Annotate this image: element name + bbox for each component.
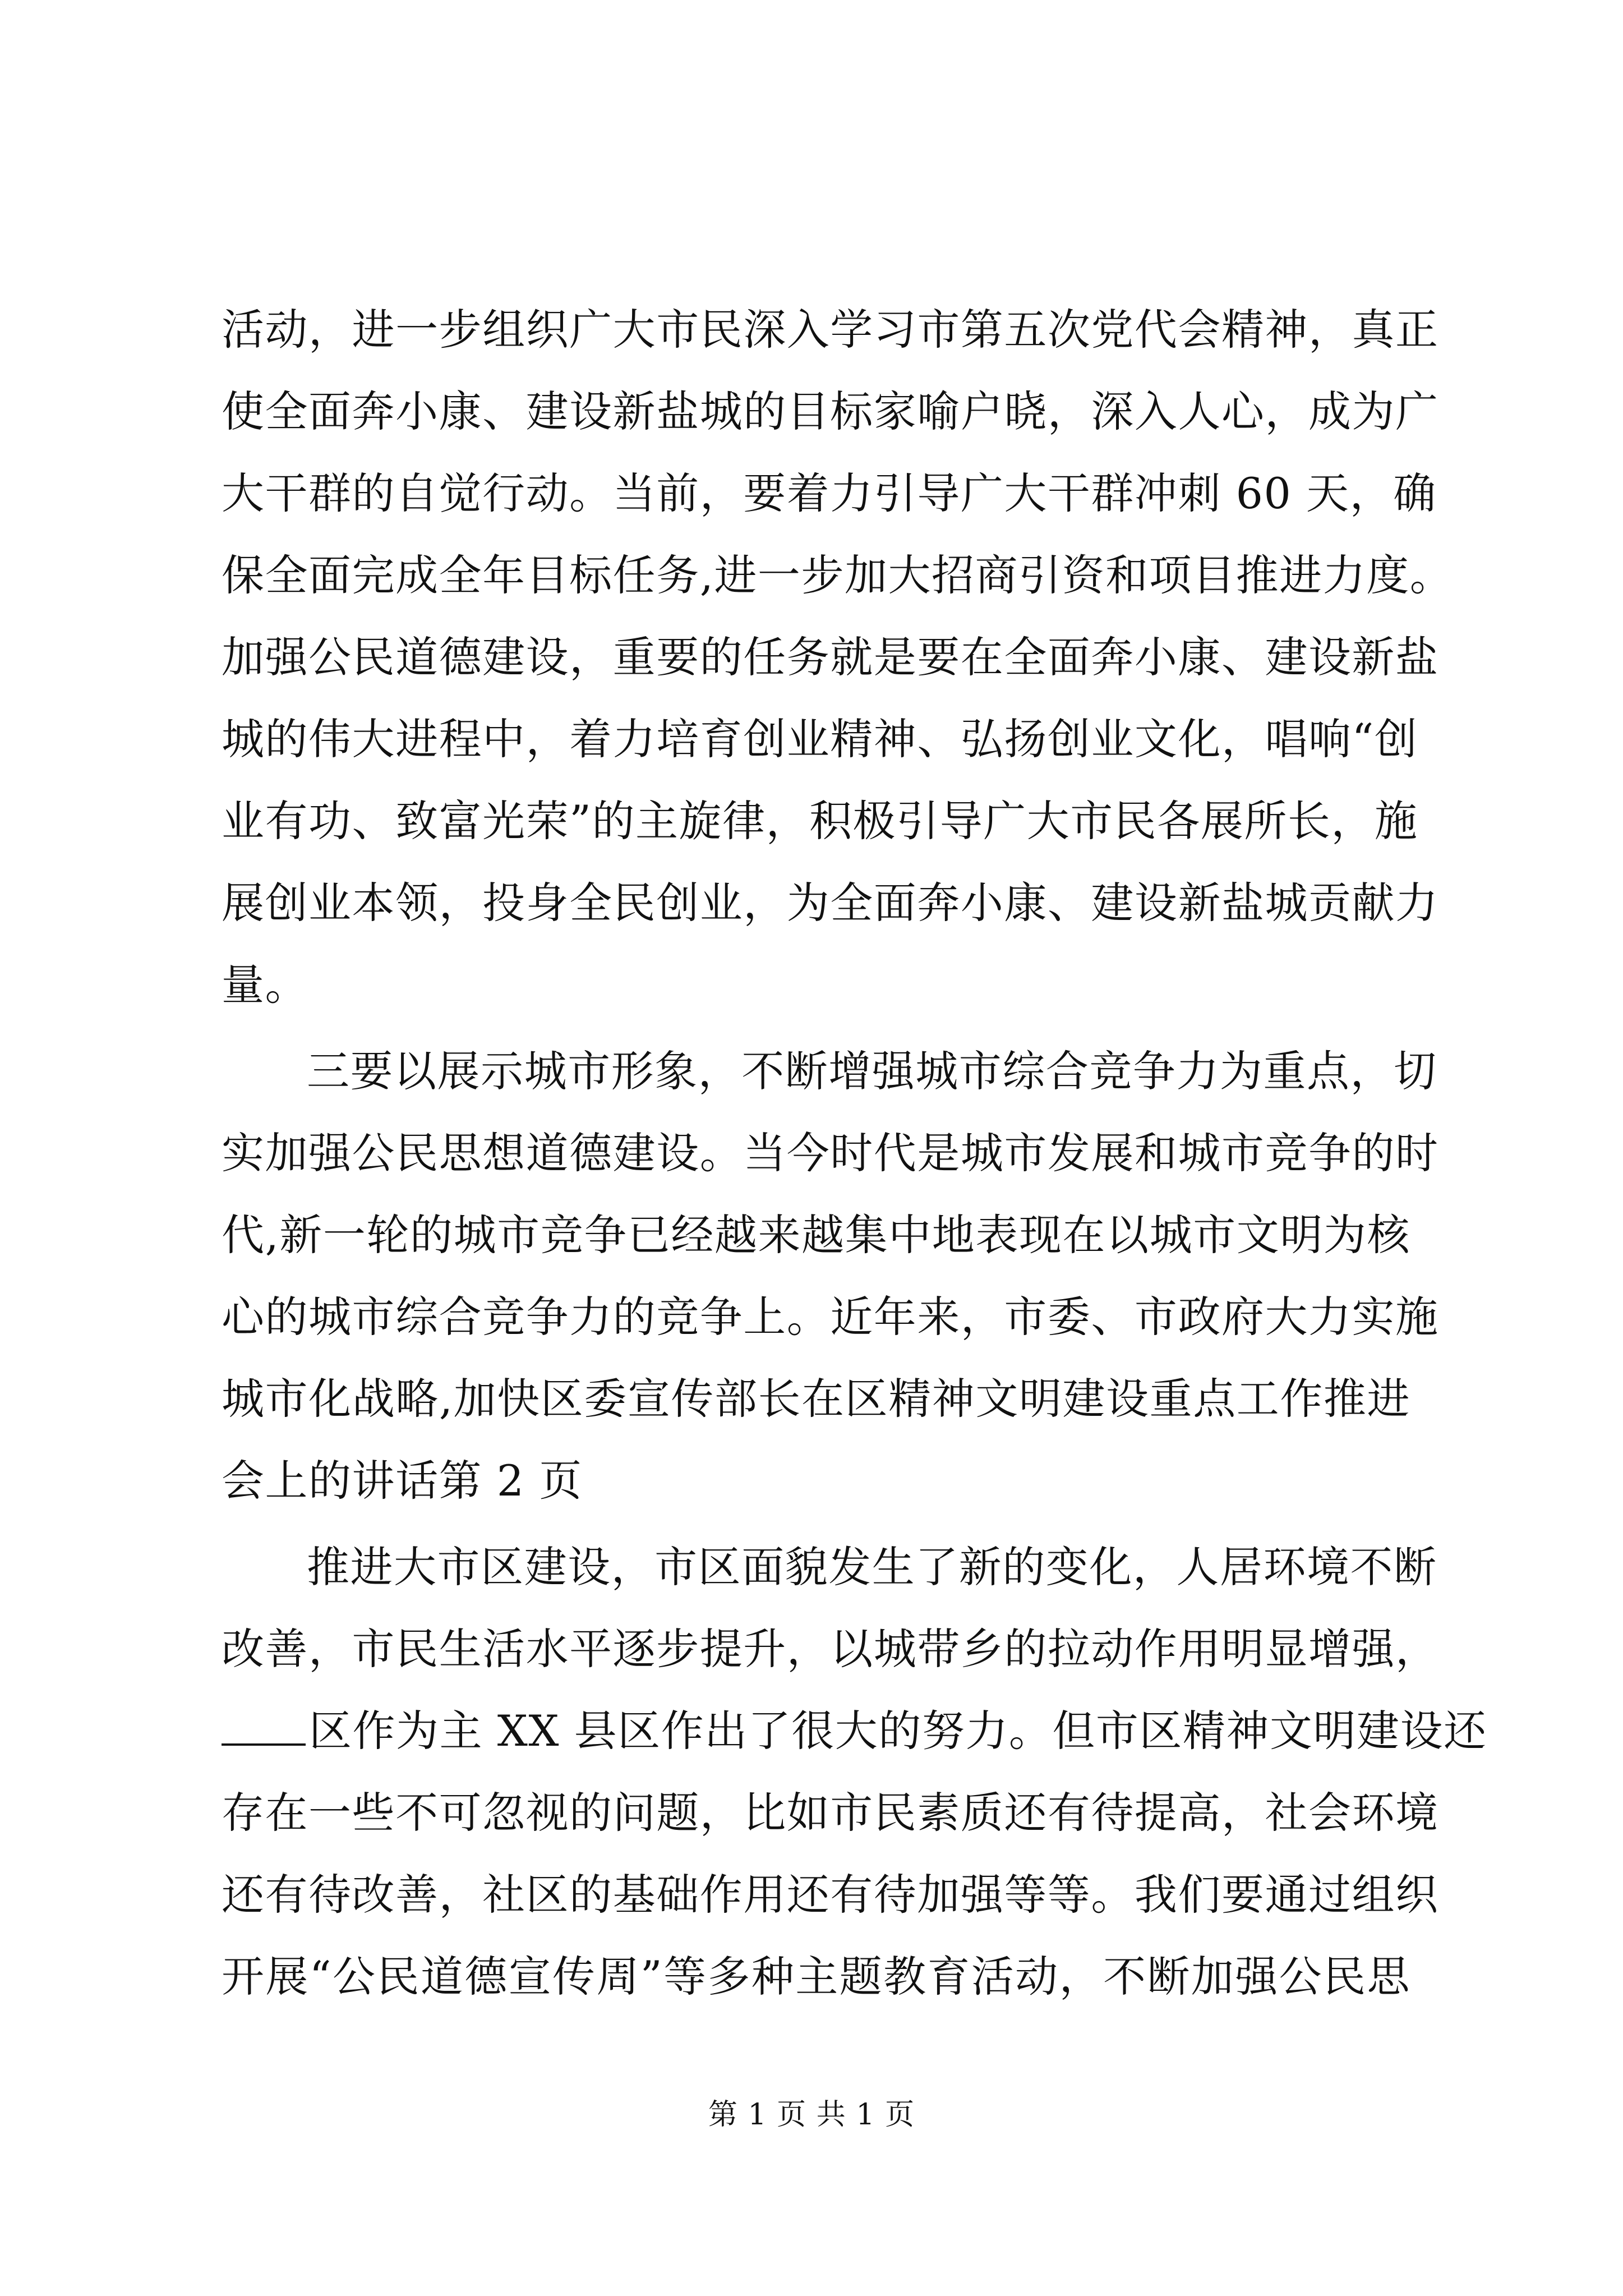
- body-line: 活动，进一步组织广大市民深入学习市第五次党代会精神，真正: [222, 305, 1439, 355]
- body-line: 展创业本领，投身全民创业，为全面奔小康、建设新盐城贡献力: [222, 878, 1439, 928]
- body-line: 代,新一轮的城市竞争已经越来越集中地表现在以城市文明为核: [222, 1210, 1410, 1260]
- body-line: 业有功、致富光荣”的主旋律，积极引导广大市民各展所长，施: [222, 796, 1418, 846]
- body-line: 心的城市综合竞争力的竞争上。近年来，市委、市政府大力实施: [222, 1292, 1439, 1342]
- document-body: [222, 289, 1487, 2018]
- body-line: 城市化战略,加快区委宣传部长在区精神文明建设重点工作推进: [222, 1374, 1410, 1424]
- page-footer: 第 1 页 共 1 页: [708, 2098, 915, 2132]
- body-line-with-blank: [222, 1690, 1487, 1772]
- paragraph-first-line: 推进大市区建设，市区面貌发生了新的变化，人居环境不断: [307, 1542, 1437, 1592]
- body-line: 开展“公民道德宣传周”等多种主题教育活动，不断加强公民思: [222, 1952, 1410, 2001]
- body-line: 会上的讲话第 2 页: [222, 1456, 583, 1506]
- body-line: 存在一些不可忽视的问题，比如市民素质还有待提高，社会环境: [222, 1788, 1439, 1838]
- body-line-text: 区作为主 XX 县区作出了很大的努力。但市区精神文明建设还: [309, 1706, 1487, 1756]
- body-line: 实加强公民思想道德建设。当今时代是城市发展和城市竞争的时: [222, 1128, 1439, 1178]
- fill-in-blank: [222, 1704, 306, 1746]
- body-line: 加强公民道德建设，重要的任务就是要在全面奔小康、建设新盐: [222, 632, 1439, 682]
- body-line: 还有待改善，社区的基础作用还有待加强等等。我们要通过组织: [222, 1870, 1439, 1920]
- body-line: 保全面完成全年目标任务,进一步加大招商引资和项目推进力度。: [222, 550, 1454, 600]
- body-line: 改善，市民生活水平逐步提升，以城带乡的拉动作用明显增强，: [222, 1624, 1439, 1674]
- body-line: 量。: [222, 960, 309, 1010]
- body-line: 城的伟大进程中，着力培育创业精神、弘扬创业文化，唱响“创: [222, 714, 1418, 764]
- paragraph-first-line: 三要以展示城市形象，不断增强城市综合竞争力为重点，切: [307, 1046, 1437, 1096]
- body-line: 大干群的自觉行动。当前，要着力引导广大干群冲刺 60 天，确: [222, 468, 1437, 518]
- body-line: 使全面奔小康、建设新盐城的目标家喻户晓，深入人心，成为广: [222, 386, 1439, 436]
